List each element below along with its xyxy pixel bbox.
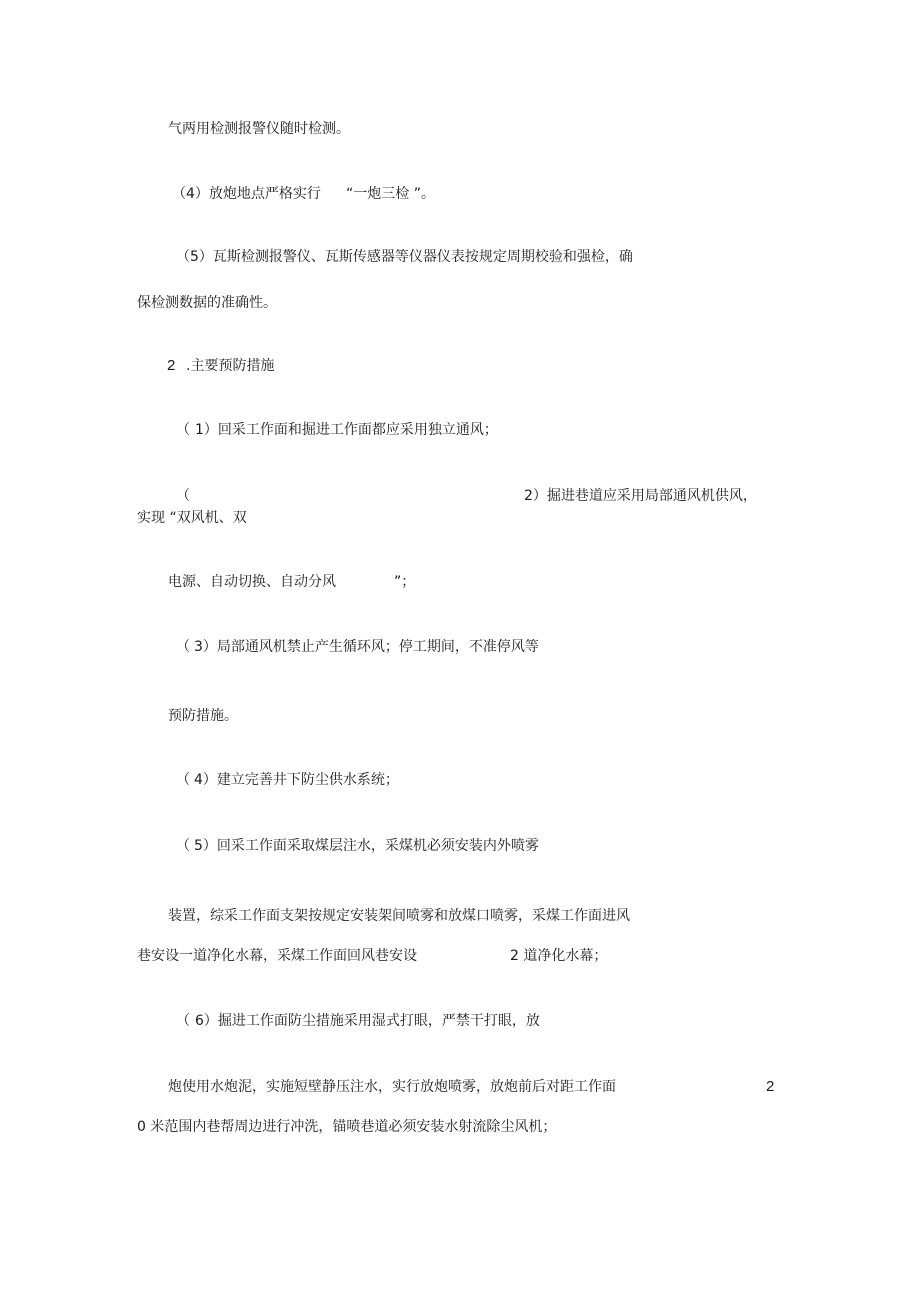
text-line: （ xyxy=(176,838,190,854)
text-line: 2）掘进巷道应采用局部通风机供风， xyxy=(524,488,757,504)
text-line: 2 道净化水幕； xyxy=(510,948,608,964)
section-heading: .主要预防措施 xyxy=(186,358,275,374)
text-line: 电源、自动切换、自动分风 xyxy=(168,574,336,590)
text-line: （ xyxy=(176,772,190,788)
text-line: “一炮三检 ”。 xyxy=(346,186,435,202)
text-line: 炮使用水炮泥，实施短壁静压注水，实行放炮喷雾，放炮前后对距工作面 xyxy=(168,1079,616,1095)
text-line: 预防措施。 xyxy=(168,708,238,724)
text-line: （ xyxy=(176,639,190,655)
section-number: 2 xyxy=(167,357,176,374)
text-line: 3）局部通风机禁止产生循环风；停工期间，不准停风等 xyxy=(194,639,539,655)
text-line: 6）掘进工作面防尘措施采用湿式打眼，严禁干打眼，放 xyxy=(195,1013,540,1029)
text-line: 4）建立完善井下防尘供水系统； xyxy=(194,772,399,788)
text-line: 巷安设一道净化水幕，采煤工作面回风巷安设 xyxy=(137,948,417,964)
text-line: （ xyxy=(176,422,190,438)
text-line: 1）回采工作面和掘进工作面都应采用独立通风； xyxy=(195,422,498,438)
text-line: （ xyxy=(176,488,190,504)
text-line: ”； xyxy=(394,574,416,590)
text-line: 实现 “双风机、双 xyxy=(137,510,247,526)
text-line: 2 xyxy=(766,1078,775,1095)
text-line: 5）瓦斯检测报警仪、瓦斯传感器等仪器仪表按规定周期校验和强检，确 xyxy=(190,249,633,265)
text-line: 5）回采工作面采取煤层注水，采煤机必须安装内外喷雾 xyxy=(194,838,539,854)
text-line: （ xyxy=(176,249,190,265)
text-line: 装置，综采工作面支架按规定安装架间喷雾和放煤口喷雾，采煤工作面进风 xyxy=(168,908,630,924)
text-line: （ xyxy=(176,1013,190,1029)
text-line: 保检测数据的准确性。 xyxy=(137,295,277,311)
text-line: （4）放炮地点严格实行 xyxy=(172,186,321,202)
text-line: 气两用检测报警仪随时检测。 xyxy=(168,121,350,137)
text-line: 0 米范围内巷帮周边进行冲洗，锚喷巷道必须安装水射流除尘风机； xyxy=(137,1119,557,1135)
